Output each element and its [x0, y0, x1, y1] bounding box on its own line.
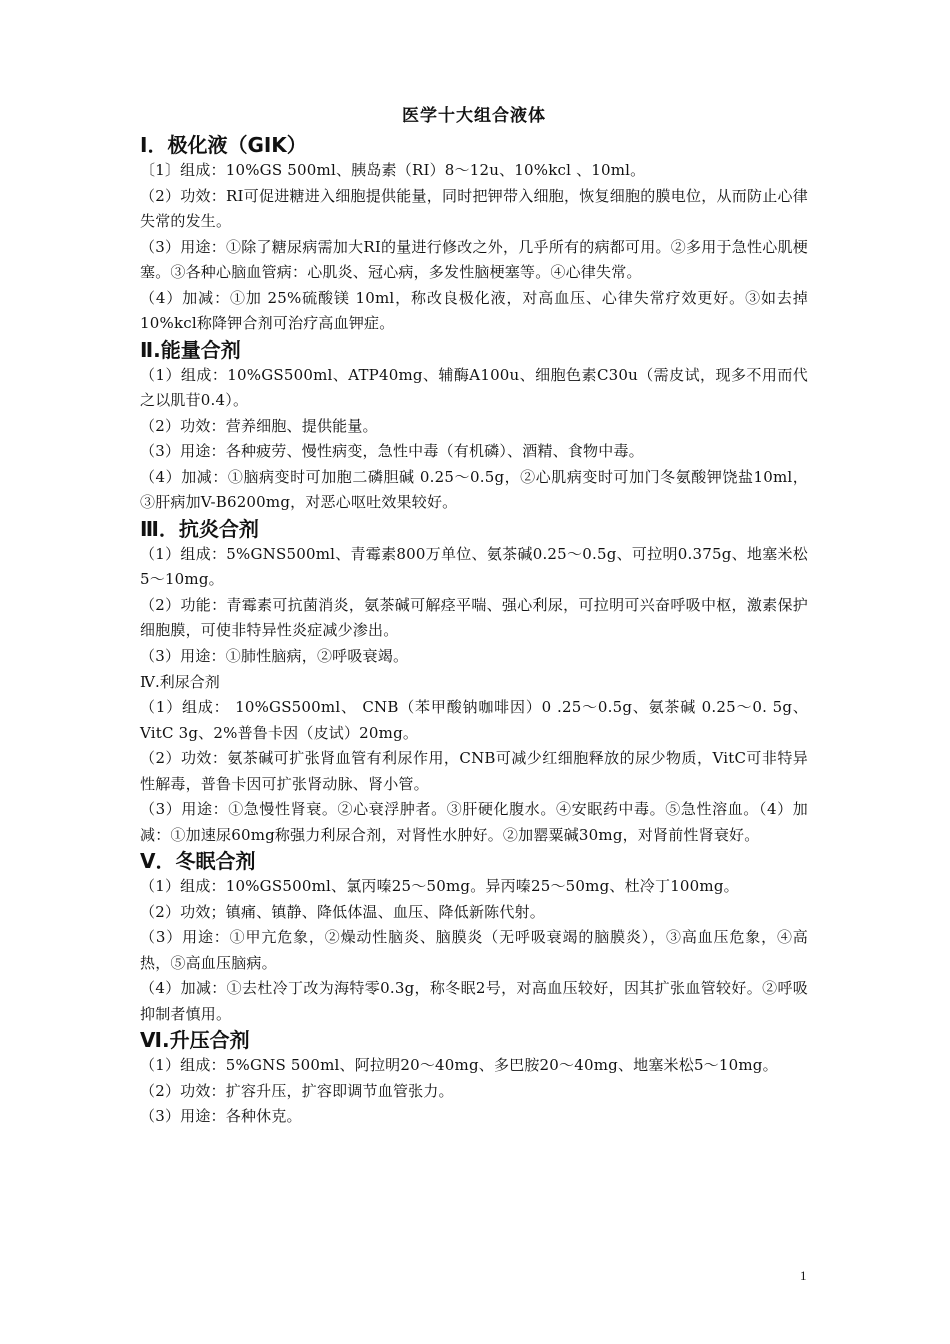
section-heading: Ⅰ．极化液（GIK） — [140, 133, 307, 157]
paragraph: （3）用途：①甲亢危象，②燥动性脑炎、脑膜炎（无呼吸衰竭的脑膜炎），③高血压危象，④高热，⑤高血压脑病。 — [140, 928, 808, 972]
paragraph: （1）组成：5%GNS500ml、青霉素800万单位、氨茶碱0.25～0.5g、可拉明0.375g、地塞米松5～10mg。 — [140, 544, 808, 588]
section-polarizing-solution — [140, 132, 808, 337]
section-diuretic-mixture — [140, 669, 808, 848]
section-energy-mixture — [140, 337, 808, 516]
paragraph: （1）组成：5%GNS 500ml、阿拉明20～40mg、多巴胺20～40mg、地塞米松5～10mg。 — [140, 1056, 778, 1074]
section-hibernation-mixture — [140, 848, 808, 1027]
document-page — [140, 104, 808, 1130]
paragraph: （4）加减：①脑病变时可加胞二磷胆碱 0.25～0.5g，②心肌病变时可加门冬氨酸钾饶盐10ml，③肝病加V-B6200mg，对恶心呕吐效果较好。 — [140, 467, 808, 511]
paragraph: （2）功效：营养细胞、提供能量。 — [140, 416, 378, 435]
paragraph: （3）用途：各种疲劳、慢性病变，急性中毒（有机磷）、酒精、食物中毒。 — [140, 442, 644, 460]
section-heading: Ⅲ．抗炎合剂 — [140, 516, 259, 541]
paragraph: （2）功效；镇痛、镇静、降低体温、血压、降低新陈代射。 — [140, 902, 545, 921]
section-anti-inflammatory-mixture — [140, 516, 808, 670]
page-number: 1 — [800, 1268, 807, 1283]
paragraph: （1）组成：10%GS500ml、ATP40mg、辅酶A100u、细胞色素C30u（需皮试，现多不用而代之以肌苷0.4）。 — [140, 365, 808, 409]
paragraph: （3）用途：①除了糖尿病需加大RI的量进行修改之外，几乎所有的病都可用。②多用于急性心肌梗塞。③各种心脑血管病：心肌炎、冠心病，多发性脑梗塞等。④心律失常。 — [140, 237, 808, 281]
paragraph: （1）组成：10%GS500ml、氯丙嗪25～50mg。异丙嗪25～50mg、杜冷丁100mg。 — [140, 877, 739, 895]
paragraph: （1）组成： 10%GS500ml、 CNB（苯甲酸钠咖啡因）0 .25～0.5g、氨茶碱 0.25～0. 5g、VitC 3g、2%普鲁卡因（皮试）20mg。 — [140, 698, 808, 742]
section-heading: Ⅴ．冬眠合剂 — [140, 849, 256, 873]
section-heading: Ⅳ.利尿合剂 — [140, 673, 220, 691]
paragraph: （2）功效：扩容升压，扩容即调节血管张力。 — [140, 1081, 454, 1100]
section-vasopressor-mixture — [140, 1027, 808, 1130]
section-heading: Ⅵ.升压合剂 — [140, 1028, 250, 1052]
paragraph: （3）用途：各种休克。 — [140, 1107, 302, 1125]
paragraph: 〔1〕组成：10%GS 500ml、胰岛素（RI）8～12u、10%kcl 、10ml。 — [140, 161, 646, 179]
paragraph: （3）用途：①急慢性肾衰。②心衰浮肿者。③肝硬化腹水。④安眠药中毒。⑤急性溶血。（4）加减：①加速尿60mg称强力利尿合剂，对肾性水肿好。②加罂粟碱30mg，对肾前性肾衰好。 — [140, 800, 808, 844]
paragraph: （3）用途：①肺性脑病，②呼吸衰竭。 — [140, 646, 409, 665]
paragraph: （2）功效：氨茶碱可扩张肾血管有利尿作用，CNB可减少红细胞释放的尿少物质，VitC可非特异性解毒，普鲁卡因可扩张肾动脉、肾小管。 — [140, 749, 808, 793]
paragraph: （4）加减：①加 25%硫酸镁 10ml，称改良极化液，对高血压、心律失常疗效更好。③如去掉10%kcl称降钾合剂可治疗高血钾症。 — [140, 288, 808, 332]
paragraph: （2）功能：青霉素可抗菌消炎，氨茶碱可解痉平喘、强心利尿，可拉明可兴奋呼吸中枢，激素保护细胞膜，可使非特异性炎症减少渗出。 — [140, 595, 808, 639]
section-heading: Ⅱ.能量合剂 — [140, 337, 241, 362]
paragraph: （4）加减：①去杜冷丁改为海特零0.3g，称冬眠2号，对高血压较好，因其扩张血管较好。②呼吸抑制者慎用。 — [140, 979, 808, 1023]
paragraph: （2）功效：RI可促进糖进入细胞提供能量，同时把钾带入细胞，恢复细胞的膜电位，从而防止心律失常的发生。 — [140, 186, 808, 230]
document-title: 医学十大组合液体 — [402, 106, 546, 126]
